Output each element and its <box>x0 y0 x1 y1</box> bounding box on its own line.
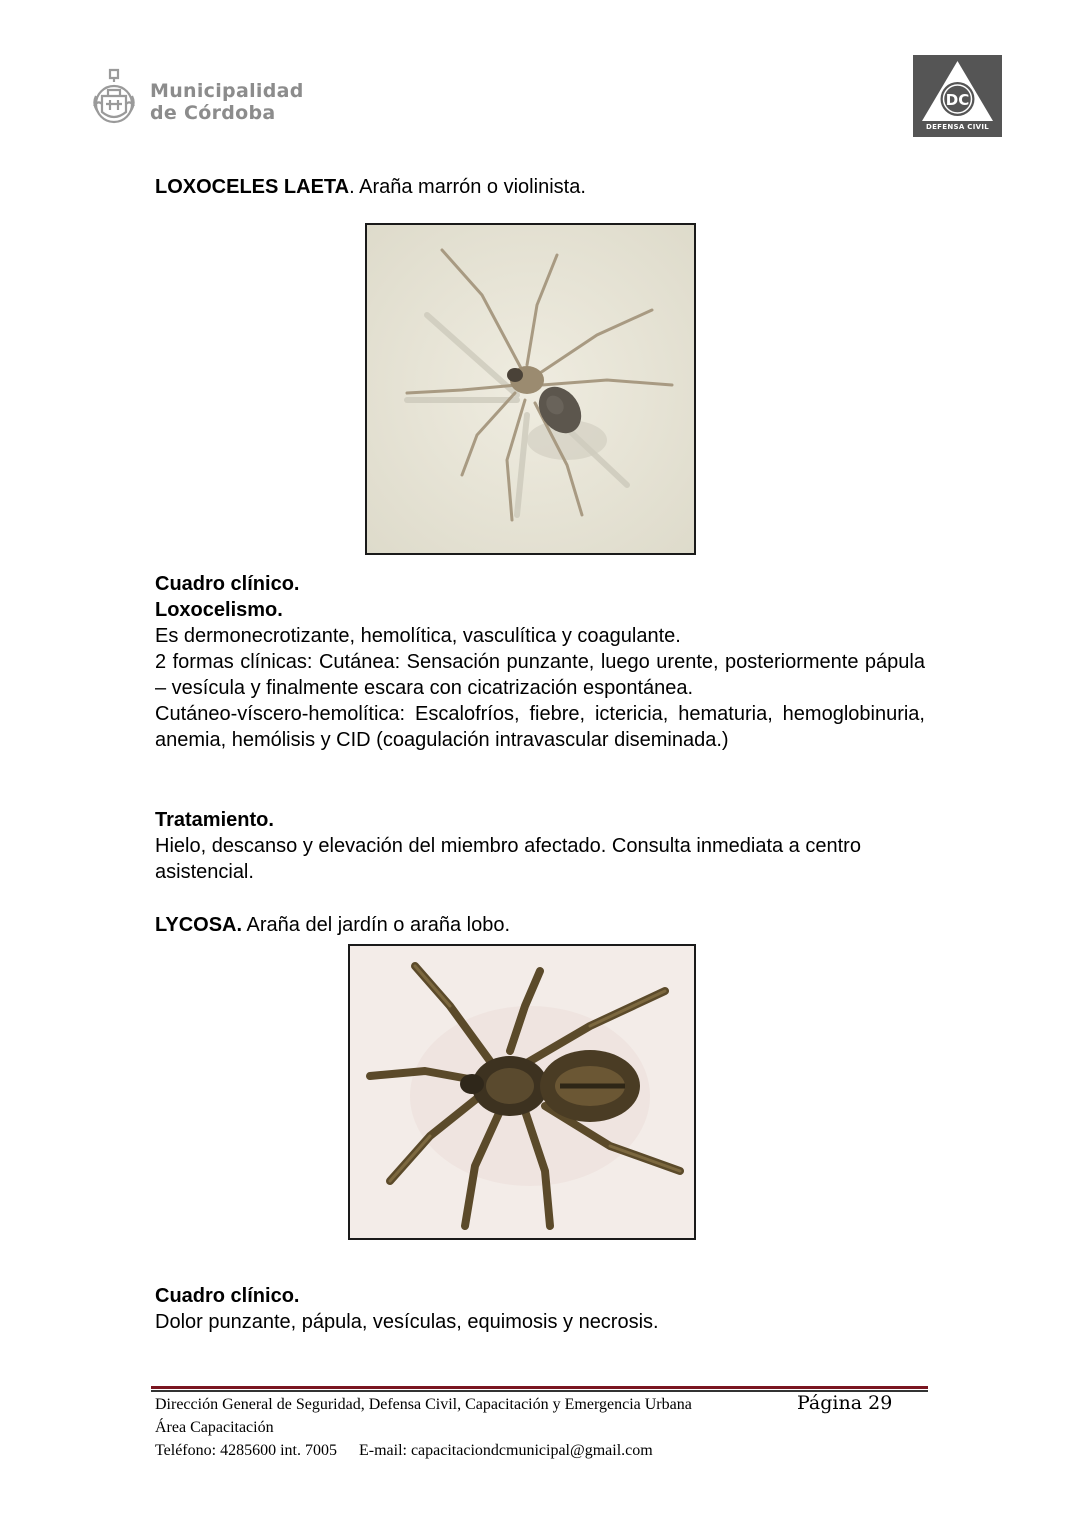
loxoceles-clinical-section <box>155 571 925 753</box>
logo-line-2: de Córdoba <box>150 102 276 124</box>
clinical-paragraph-2: 2 formas clínicas: Cutánea: Sensación punzante, luego urente, posteriormente pápula – vesícula y finalmente escara con cicatrización espontánea. <box>155 651 925 699</box>
clinical-heading: Cuadro clínico. <box>155 573 300 595</box>
common-name: Araña del jardín o araña lobo. <box>242 914 511 936</box>
municipality-logo <box>90 66 310 130</box>
treatment-heading: Tratamiento. <box>155 809 274 831</box>
brown-spider-icon <box>367 225 694 553</box>
footer-line-2: Área Capacitación <box>155 1419 274 1436</box>
footer-contact <box>155 1440 653 1462</box>
treatment-paragraph: Hielo, descanso y elevación del miembro afectado. Consulta inmediata a centro asistencial. <box>155 835 861 883</box>
logo-line-1: Municipalidad <box>150 80 304 102</box>
lycosa-clinical-section <box>155 1283 925 1335</box>
common-name: . Araña marrón o violinista. <box>349 176 586 198</box>
syndrome-heading: Loxocelismo. <box>155 599 283 621</box>
city-crest-icon <box>90 66 138 130</box>
footer-email: E-mail: capacitaciondcmunicipal@gmail.com <box>358 1442 653 1459</box>
footer-phone: Teléfono: 4285600 int. 7005 <box>155 1442 337 1459</box>
species-title-lycosa <box>155 912 510 938</box>
defensa-civil-badge <box>913 55 1002 137</box>
clinical-paragraph-1: Es dermonecrotizante, hemolítica, vasculítica y coagulante. <box>155 625 681 647</box>
clinical-heading: Cuadro clínico. <box>155 1285 300 1307</box>
page-number: Página 29 <box>797 1392 893 1414</box>
footer-rule-top <box>151 1386 928 1389</box>
species-name: LYCOSA. <box>155 914 243 936</box>
badge-label: DEFENSA CIVIL <box>925 123 990 131</box>
badge-letters: DC <box>945 91 970 109</box>
wolf-spider-icon <box>350 946 694 1238</box>
clinical-paragraph-3: Cutáneo-víscero-hemolítica: Escalofríos, fiebre, ictericia, hematuria, hemoglobinuria, anemia, hemólisis y CID (coagulación intravascular diseminada.) <box>155 703 925 751</box>
species-title-loxoceles <box>155 174 586 200</box>
loxoceles-photo <box>365 223 696 555</box>
species-name: LOXOCELES LAETA <box>155 176 350 198</box>
lycosa-photo <box>348 944 696 1240</box>
loxoceles-treatment-section <box>155 807 925 885</box>
footer-line-1: Dirección General de Seguridad, Defensa Civil, Capacitación y Emergencia Urbana <box>155 1396 692 1413</box>
clinical-paragraph: Dolor punzante, pápula, vesículas, equimosis y necrosis. <box>155 1311 659 1333</box>
